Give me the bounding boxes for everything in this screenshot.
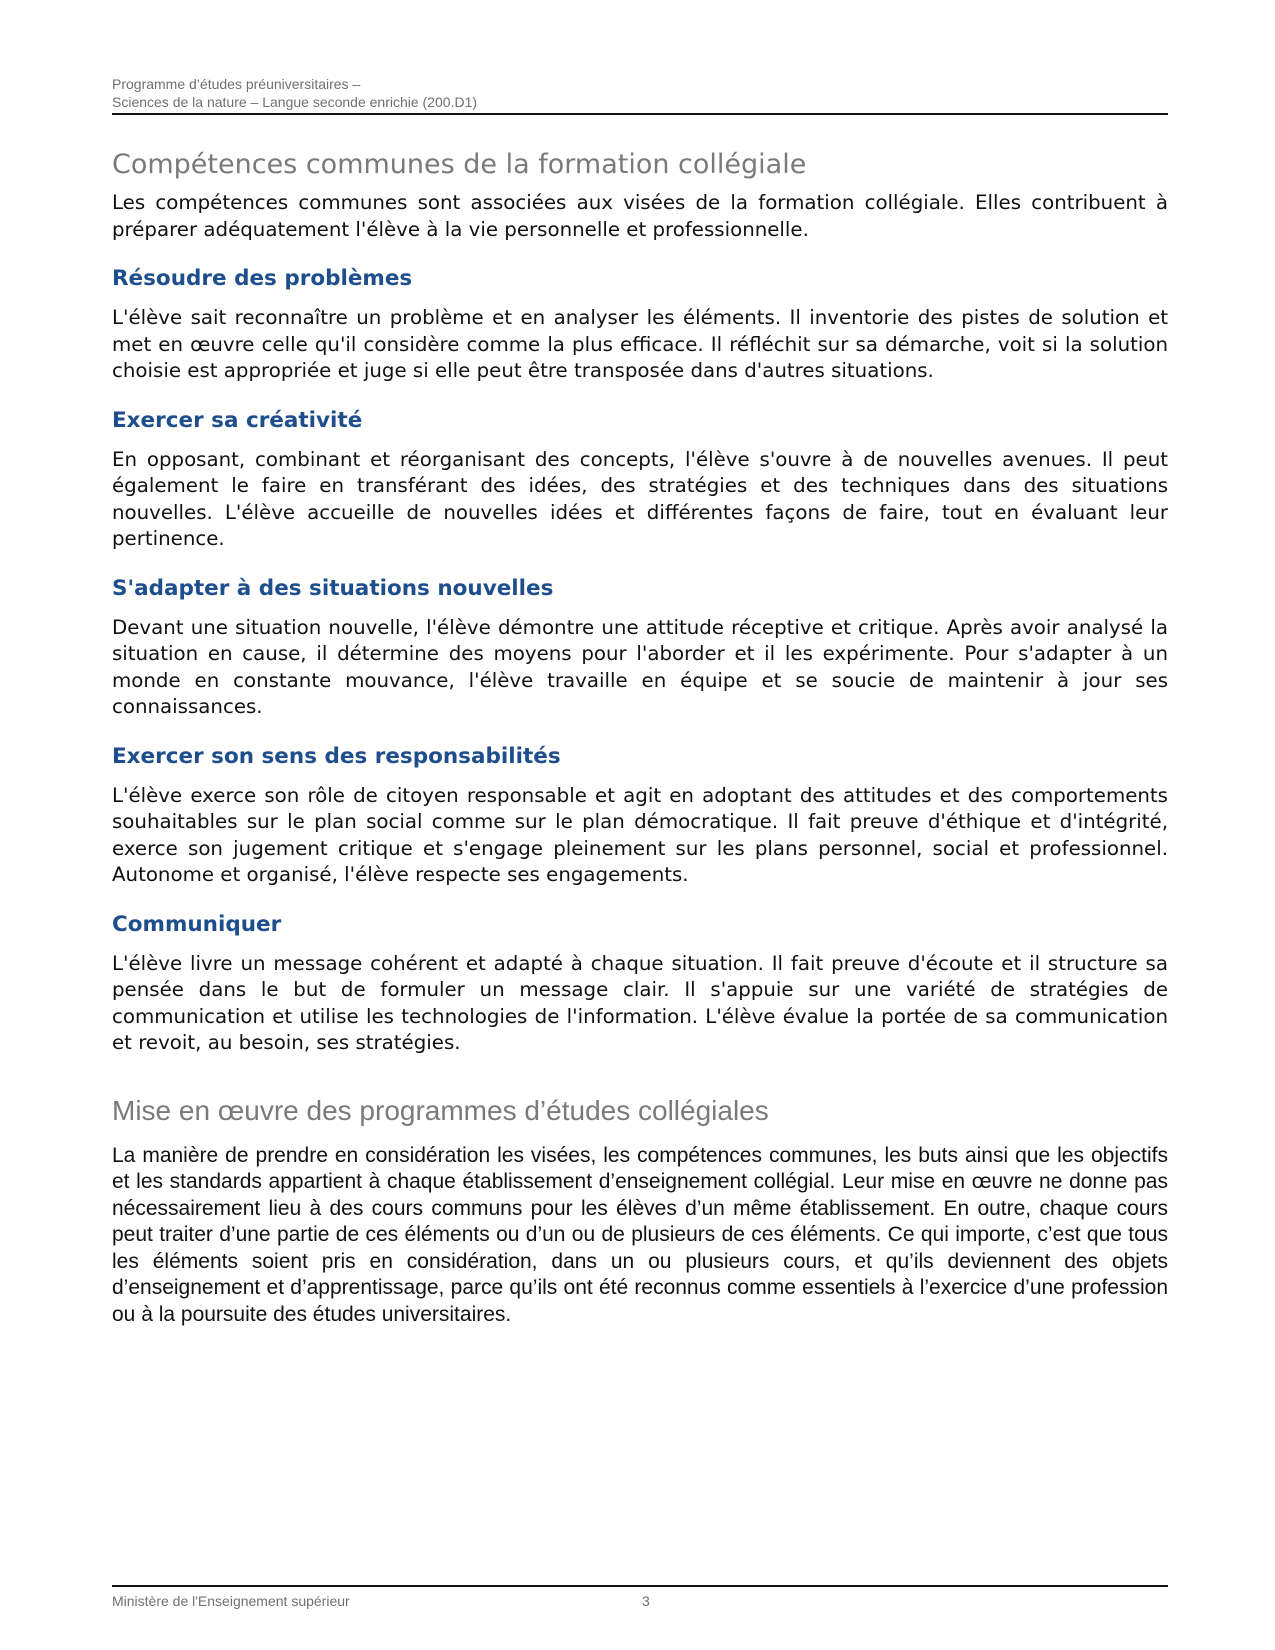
competency-title-responsabilites: Exercer son sens des responsabilités [112,743,561,769]
competency-title-adapter: S'adapter à des situations nouvelles [112,575,554,601]
page-footer [112,1585,1168,1609]
competency-text-resoudre: L'élève sait reconnaître un problème et en analyser les éléments. Il inventorie des pistes de solution et met en œuvre celle qu'il considère comme la plus efficace. Il réfléchit sur sa démarche, voit si la solution choisie est appropriée et juge si elle peut être transposée dans d'autres situations. [112,306,1168,382]
competency-title-communiquer: Communiquer [112,911,282,937]
document-body [112,145,1168,1328]
header-line-2: Sciences de la nature – Langue seconde enrichie (200.D1) [112,94,478,110]
section-title-mise-en-oeuvre: Mise en œuvre des programmes d’études collégiales [112,1094,769,1126]
competency-text-adapter: Devant une situation nouvelle, l'élève démontre une attitude réceptive et critique. Après avoir analysé la situation en cause, il détermine des moyens pour l'aborder et il les expérimente. Pour s'adapter à un monde en constante mouvance, l'élève travaille en équipe et se soucie de maintenir à jour ses connaissances. [112,615,1168,718]
mise-en-oeuvre-paragraph: La manière de prendre en considération les visées, les compétences communes, les buts ainsi que les objectifs et les standards appartient à chaque établissement d’enseignement collégial. Leur mise en œuvre ne donne pas nécessairement lieu à des cours communs pour les élèves d’un même établissement. En outre, chaque cours peut traiter d’une partie de ces éléments ou d’un ou de plusieurs de ces éléments. Ce qui importe, c’est que tous les éléments soient pris en considération, dans un ou plusieurs cours, et qu’ils deviennent des objets d’enseignement et d’apprentissage, parce qu’ils ont été reconnus comme essentiels à l’exercice d’une profession ou à la poursuite des études universitaires. [112,1143,1168,1326]
competency-text-responsabilites: L'élève exerce son rôle de citoyen responsable et agit en adoptant des attitudes et des comportements souhaitables sur le plan social comme sur le plan démocratique. Il fait preuve d'éthique et d'intégrité, exerce son jugement critique et s'engage pleinement sur les plans personnel, social et professionnel. Autonome et organisé, l'élève respecte ses engagements. [112,783,1168,886]
competency-title-resoudre: Résoudre des problèmes [112,266,413,291]
header-line-1: Programme d’études préuniversitaires – [112,76,361,92]
competency-text-communiquer: L'élève livre un message cohérent et adapté à chaque situation. Il fait preuve d'écoute et il structure sa pensée dans le but de formuler un message clair. Il s'appuie sur une variété de stratégies de communication et utilise les technologies de l'information. L'élève évalue la portée de sa communication et revoit, au besoin, ses stratégies. [112,951,1168,1054]
footer-ministry: Ministère de l'Enseignement supérieur [112,1593,350,1609]
page-header [112,75,1168,115]
competency-title-creativite: Exercer sa créativité [112,407,363,433]
page-number: 3 [642,1593,650,1609]
intro-paragraph: Les compétences communes sont associées aux visées de la formation collégiale. Elles contribuent à préparer adéquatement l'élève à la vie personnelle et professionnelle. [112,191,1168,241]
section-title-competences: Compétences communes de la formation collégiale [112,149,807,180]
competency-text-creativite: En opposant, combinant et réorganisant des concepts, l'élève s'ouvre à de nouvelles avenues. Il peut également le faire en transférant des idées, des stratégies et des techniques dans des situations nouvelles. L'élève accueille de nouvelles idées et différentes façons de faire, tout en évaluant leur pertinence. [112,447,1168,550]
